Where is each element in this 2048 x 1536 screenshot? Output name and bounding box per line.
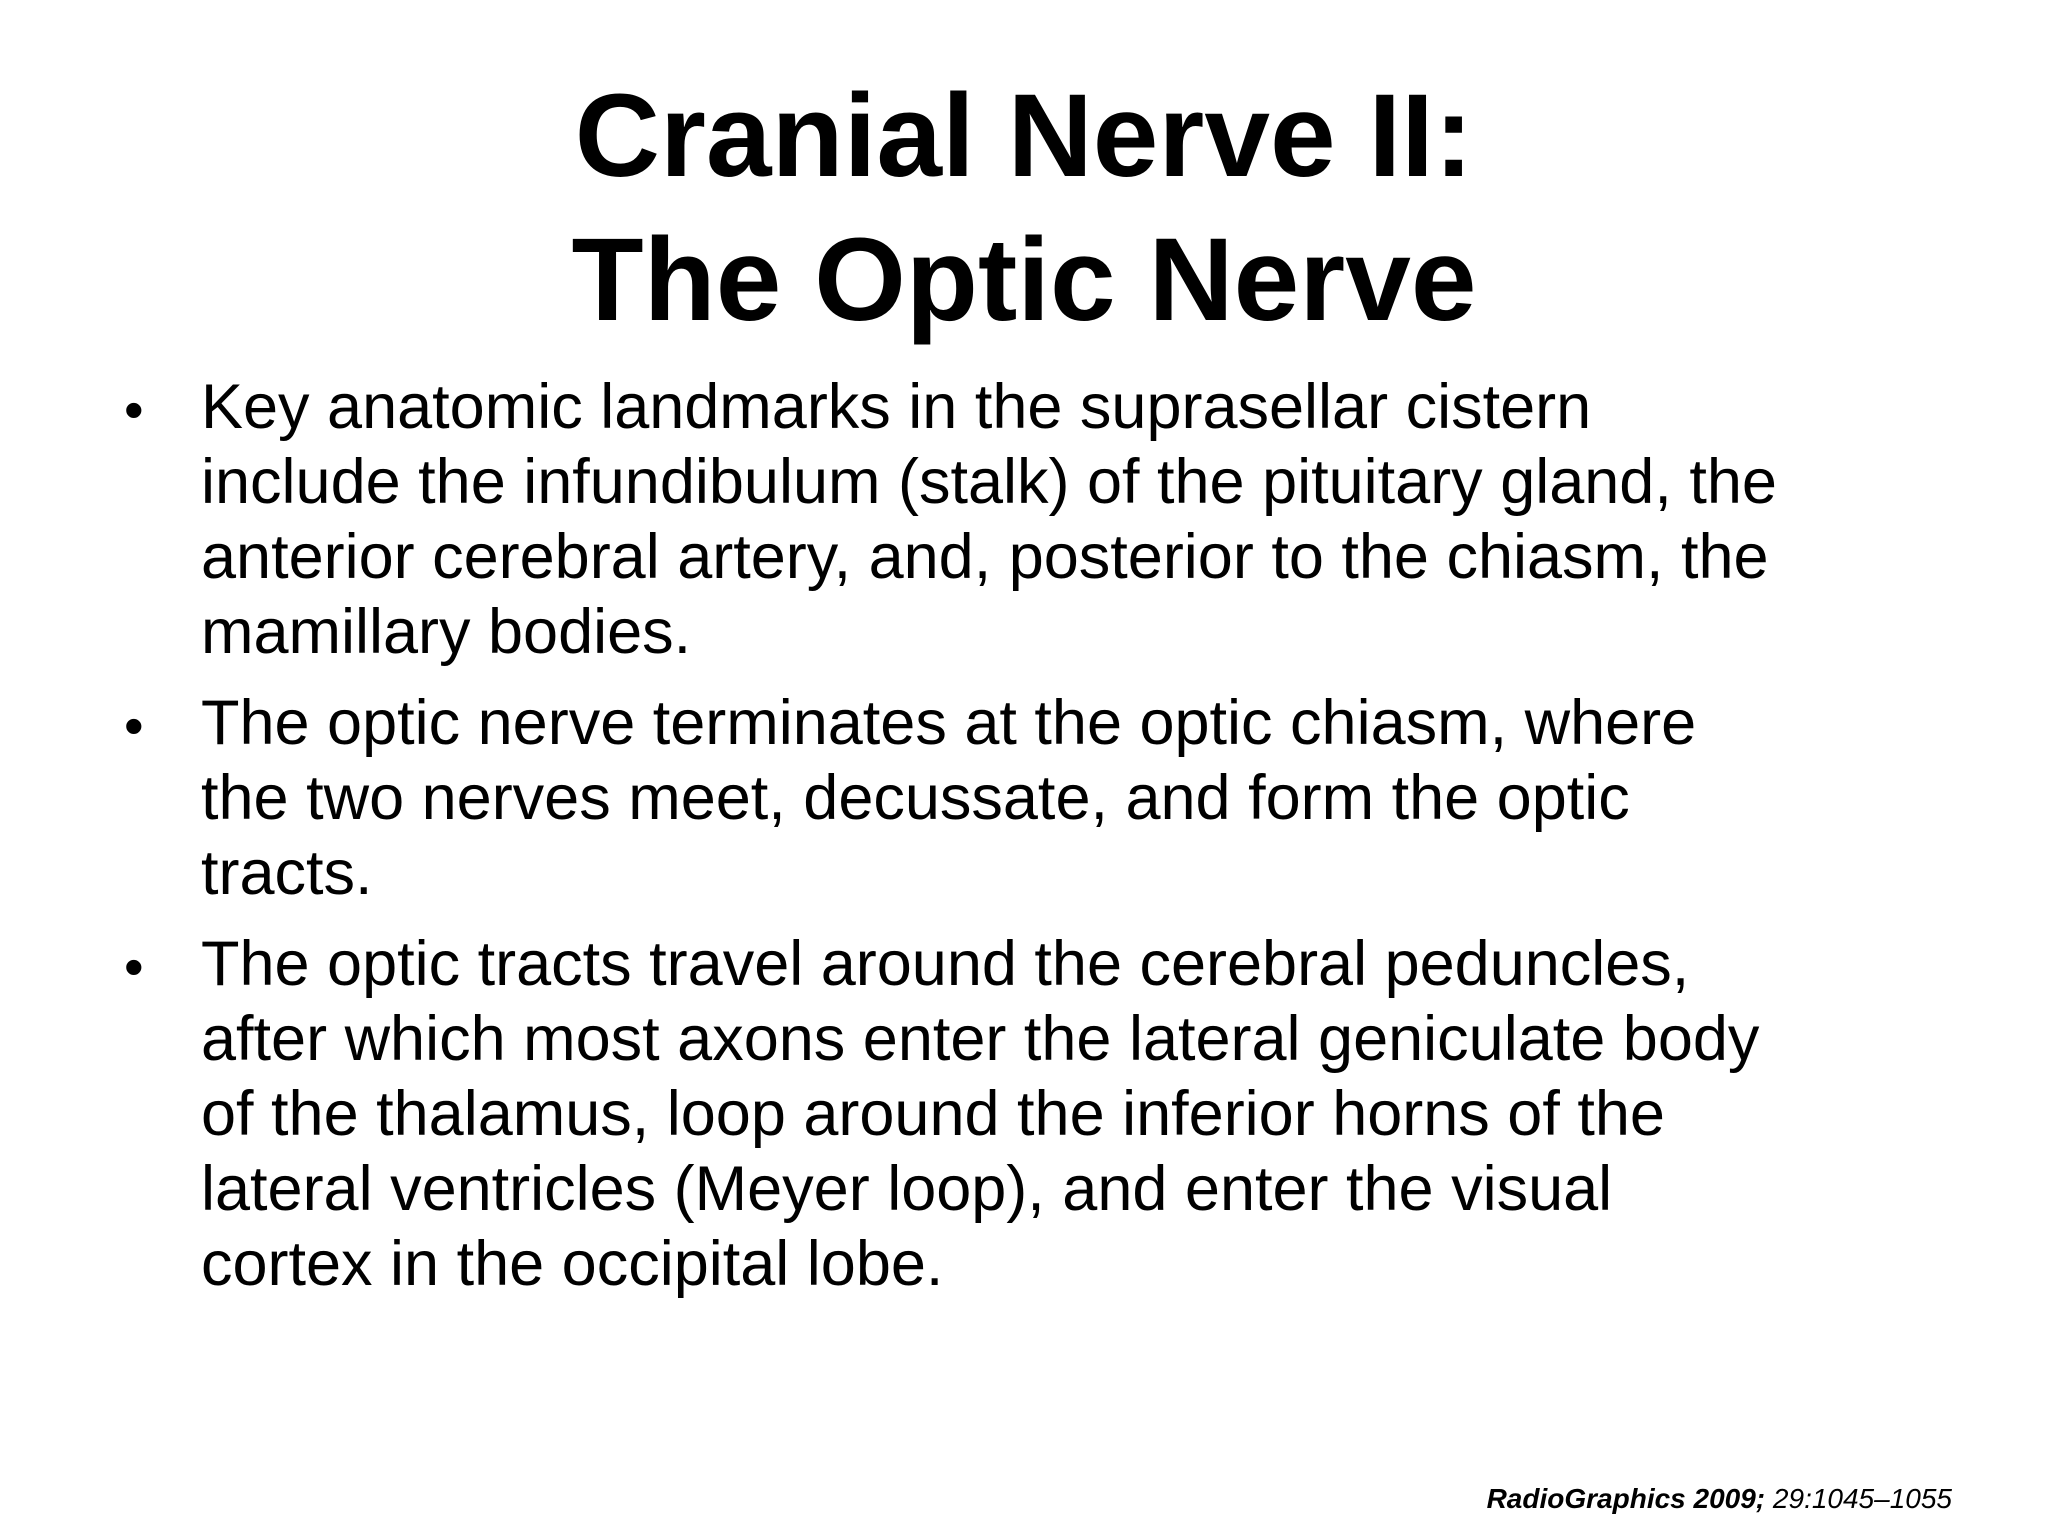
citation bbox=[1487, 1482, 1952, 1516]
bullet-item bbox=[0, 370, 1961, 670]
bullet-list bbox=[0, 370, 2048, 1318]
bullet-text: Key anatomic landmarks in the suprasellar cistern include the infundibulum (stalk) of the pituitary gland, the anterior cerebral artery, and, posterior to the chiasm, the mamillary bodies. bbox=[201, 372, 1777, 667]
bullet-item bbox=[0, 686, 1961, 911]
slide-title bbox=[0, 64, 2048, 352]
bullet-marker: • bbox=[124, 694, 144, 757]
citation-reference: 29:1045–1055 bbox=[1765, 1483, 1952, 1514]
title-line-1: Cranial Nerve II: bbox=[574, 70, 1474, 202]
bullet-marker: • bbox=[124, 378, 144, 441]
citation-journal: RadioGraphics 2009; bbox=[1486, 1483, 1766, 1514]
bullet-text: The optic nerve terminates at the optic chiasm, where the two nerves meet, decussate, and form the optic tracts. bbox=[201, 688, 1697, 908]
bullet-text: The optic tracts travel around the cerebral peduncles, after which most axons enter the lateral geniculate body of the thalamus, loop around the inferior horns of the lateral ventricles (Meyer loop), and enter the visual cortex in the occipital lobe. bbox=[201, 929, 1760, 1299]
bullet-item bbox=[0, 927, 1961, 1302]
title-line-2: The Optic Nerve bbox=[571, 214, 1477, 346]
bullet-marker: • bbox=[124, 935, 144, 998]
